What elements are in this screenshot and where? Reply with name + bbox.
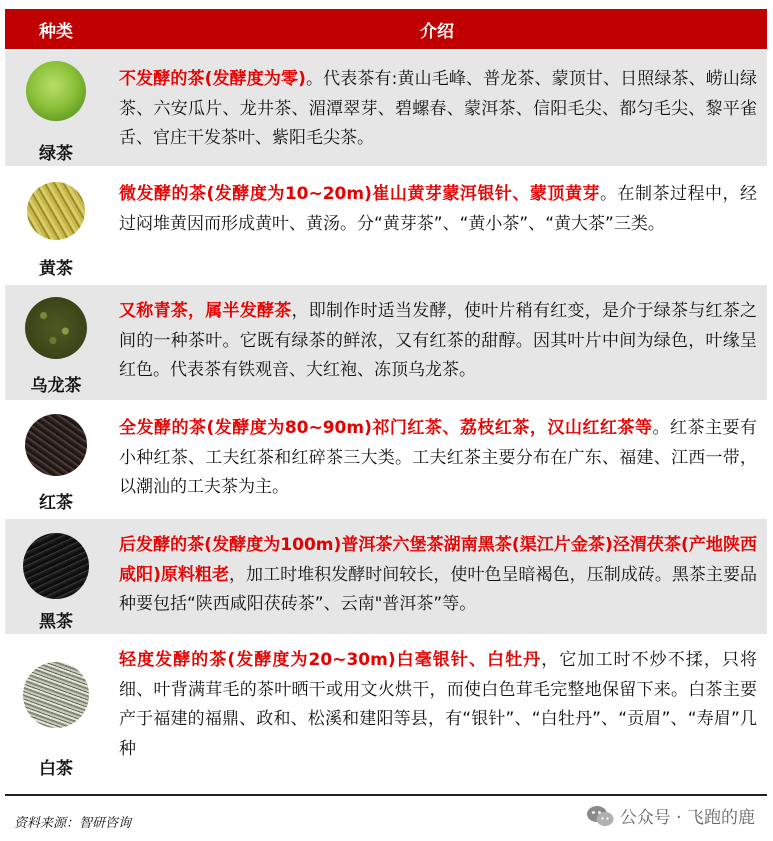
type-name: 红茶 <box>39 493 73 513</box>
type-cell <box>5 51 107 166</box>
watermark <box>586 803 755 828</box>
yellow-tea-leaf-icon <box>27 182 85 240</box>
desc-cell <box>107 402 767 517</box>
highlight-text: 后发酵的茶(发酵度为100m)普洱茶六堡茶湖南黑茶(渠江片金茶)泾渭茯茶(产地陕西咸阳)原料粗老 <box>119 535 757 585</box>
table-row <box>5 285 767 402</box>
type-cell <box>5 519 107 634</box>
type-name: 黄茶 <box>39 259 73 279</box>
type-cell <box>5 402 107 517</box>
tea-table <box>5 9 767 784</box>
highlight-text: 不发酵的茶(发酵度为零) <box>119 69 306 89</box>
bottom-rule <box>5 794 767 796</box>
table-row <box>5 519 767 636</box>
desc-text: ，加工时堆积发酵时间较长，使叶色呈暗褐色，压制成砖。黑茶主要品种要包括“陕西咸阳茯砖茶”、云南"普洱茶”等。 <box>119 564 757 614</box>
table-row <box>5 636 767 784</box>
desc-cell <box>107 51 767 166</box>
highlight-text: 微发酵的茶(发酵度为10~20m)崔山黄芽蒙洱银针、蒙顶黄芽 <box>119 184 600 204</box>
type-cell <box>5 636 107 784</box>
header-type: 种类 <box>39 21 73 42</box>
dark-tea-leaf-icon <box>23 533 89 599</box>
header-desc: 介绍 <box>420 21 454 42</box>
type-name: 白茶 <box>39 759 73 779</box>
black-tea-leaf-icon <box>25 414 87 476</box>
watermark-text: 公众号 · 飞跑的鹿 <box>619 808 755 828</box>
desc-text: 。在制茶过程中，经过闷堆黄因而形成黄叶、黄汤。分“黄芽茶”、“黄小茶”、“黄大茶”三类。 <box>119 184 757 234</box>
highlight-text: 又称青茶，属半发酵茶 <box>119 301 292 321</box>
desc-text: ，它加工时不炒不揉，只将细、叶背满茸毛的茶叶晒干或用文火烘干，而使白色茸毛完整地保留下来。白茶主要产于福建的福鼎、政和、松溪和建阳等县，有“银针”、“白牡丹”、“贡眉”、“寿眉”几种 <box>119 650 758 759</box>
desc-text: 。红茶主要有小种红茶、工夫红茶和红碎茶三大类。工夫红茶主要分布在广东、福建、江西一带，以潮汕的工夫茶为主。 <box>119 418 757 497</box>
oolong-tea-leaf-icon <box>25 297 87 359</box>
table-row <box>5 402 767 519</box>
type-name: 黑茶 <box>39 612 73 632</box>
source-note: 资料来源：智研咨询 <box>14 816 132 831</box>
white-tea-leaf-icon <box>23 662 89 728</box>
desc-cell <box>107 519 767 634</box>
desc-text: ，即制作时适当发酵，使叶片稍有红变，是介于绿茶与红茶之间的一种茶叶。它既有绿茶的鲜浓，又有红茶的甜醇。因其叶片中间为绿色，叶缘呈红色。代表茶有铁观音、大红袍、冻顶乌龙茶。 <box>119 301 757 380</box>
table-row <box>5 168 767 285</box>
type-cell <box>5 168 107 283</box>
type-name: 乌龙茶 <box>30 376 82 396</box>
desc-cell <box>107 168 767 283</box>
highlight-text: 轻度发酵的茶(发酵度为20~30m)白毫银针、白牡丹 <box>119 650 542 670</box>
desc-text: 。代表茶有:黄山毛峰、普龙茶、蒙顶甘、日照绿茶、崂山绿茶、六安瓜片、龙井茶、湄潭翠芽、碧螺春、蒙洱茶、信阳毛尖、都匀毛尖、黎平雀舌、官庄干发茶叶、紫阳毛尖茶。 <box>119 69 757 148</box>
highlight-text: 全发酵的茶(发酵度为80~90m)祁门红茶、荔枝红茶，汉山红红茶等 <box>119 418 653 438</box>
desc-cell <box>107 285 767 400</box>
table-row <box>5 51 767 168</box>
desc-cell <box>107 636 767 784</box>
green-tea-leaf-icon <box>26 61 86 121</box>
wechat-icon <box>586 805 614 827</box>
type-name: 绿茶 <box>39 144 73 164</box>
type-cell <box>5 285 107 400</box>
table-header <box>5 9 767 51</box>
